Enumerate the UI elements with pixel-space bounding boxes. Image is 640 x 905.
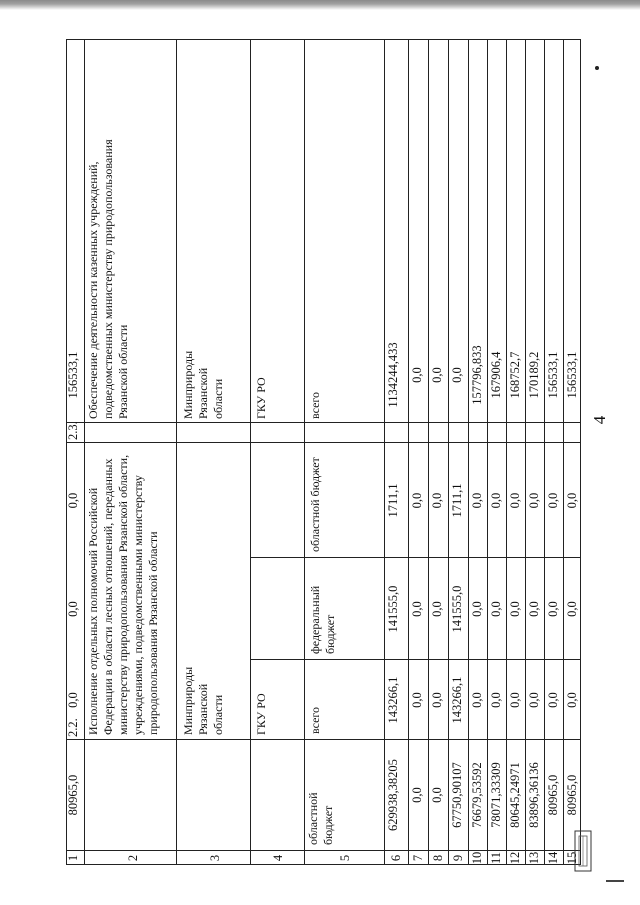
row-2-2-sub-1-val-11: 0,0 bbox=[489, 601, 503, 617]
row-2-2-recipient: ГКУ РО bbox=[254, 693, 268, 735]
scan-speck bbox=[595, 66, 599, 70]
row-2-3-val-13: 170189,2 bbox=[527, 351, 541, 399]
row-2-2-sub-1-val-6: 141555,0 bbox=[386, 585, 400, 633]
row-2-3-val-12: 168752,7 bbox=[508, 351, 522, 399]
row-2-2-sub-0-val-7: 0,0 bbox=[410, 692, 424, 708]
row-2-2-sub-1-label: федеральный бюджет bbox=[308, 585, 337, 654]
hdr-14: 14 bbox=[546, 851, 560, 865]
row-2-2-sub-0-val-8: 0,0 bbox=[430, 692, 444, 708]
row-2-3-val-7: 0,0 bbox=[410, 367, 424, 383]
hdr-3: 3 bbox=[208, 854, 222, 862]
row-2-2-sub-0-val-11: 0,0 bbox=[489, 692, 503, 708]
row-2-2-sub-0-val-13: 0,0 bbox=[527, 692, 541, 708]
registration-stamp-icon bbox=[572, 828, 594, 874]
row-2-3-label: всего bbox=[308, 391, 322, 419]
row-2-2-sub-1-val-14: 0,0 bbox=[546, 601, 560, 617]
row-2-3-val-10: 157796,833 bbox=[470, 345, 484, 405]
carry-val-15: 80965,0 bbox=[565, 774, 579, 816]
row-2-2-sub-0-val-10: 0,0 bbox=[470, 692, 484, 708]
row-2-2-sub-0-val-14: 0,0 bbox=[546, 692, 560, 708]
scan-edge bbox=[0, 0, 640, 10]
carry-val-11: 78071,33309 bbox=[489, 762, 503, 828]
col-line-1 bbox=[84, 39, 85, 865]
hdr-12: 12 bbox=[508, 851, 522, 865]
row-2-3-val-14: 156533,1 bbox=[546, 351, 560, 399]
row-2-3-val-15: 156533,1 bbox=[565, 351, 579, 399]
row-2-2-sub-2-val-13: 0,0 bbox=[527, 492, 541, 509]
row-2-3-val-9: 0,0 bbox=[450, 367, 464, 383]
hdr-1: 1 bbox=[66, 854, 80, 862]
row-2-2-sub-1-val-10: 0,0 bbox=[470, 601, 484, 617]
hdr-7: 7 bbox=[411, 854, 425, 862]
carry-val-12: 80645,24971 bbox=[508, 762, 522, 828]
carry-val-9: 67750,90107 bbox=[450, 762, 464, 828]
row-2-2-sub-1-val-8: 0,0 bbox=[430, 601, 444, 617]
row-2-3-val-16: 156533,1 bbox=[66, 351, 80, 399]
row-2-2-sub-0-val-15: 0,0 bbox=[565, 692, 579, 708]
row-2-3-executor: Минприроды Рязанской области bbox=[181, 350, 225, 419]
row-2-3-recipient: ГКУ РО bbox=[254, 377, 268, 419]
hdr-10: 10 bbox=[470, 851, 484, 865]
row-2-3-val-11: 167906,4 bbox=[489, 351, 503, 399]
row-2-2-sub-2-val-15: 0,0 bbox=[565, 492, 579, 509]
carry-val-8: 0,0 bbox=[430, 787, 444, 803]
row-2-2-sub-2-label: областной бюджет bbox=[308, 457, 322, 552]
row-2-3-val-6: 1134244,433 bbox=[386, 342, 400, 408]
col-line-2 bbox=[176, 39, 177, 865]
hdr-2: 2 bbox=[126, 854, 140, 862]
carry-val-10: 76679,53592 bbox=[470, 762, 484, 828]
hdr-4: 4 bbox=[271, 854, 285, 862]
hdr-8: 8 bbox=[431, 854, 445, 862]
page-number: 4 bbox=[590, 415, 609, 425]
row-2-2-sub-1-val-16: 0,0 bbox=[66, 601, 80, 617]
hdr-9: 9 bbox=[451, 854, 465, 862]
row-2-2-sub-1-val-7: 0,0 bbox=[410, 601, 424, 617]
row-2-2-sub-2-val-12: 0,0 bbox=[508, 492, 522, 509]
row-2-2-sub-1-val-12: 0,0 bbox=[508, 601, 522, 617]
carry-val-13: 83896,36136 bbox=[527, 762, 541, 828]
hdr-5: 5 bbox=[338, 854, 352, 862]
row-2-2-sub-2-val-14: 0,0 bbox=[546, 492, 560, 509]
row-2-2-sub-1-val-13: 0,0 bbox=[527, 601, 541, 617]
row-2-2-sub-1-val-9: 141555,0 bbox=[450, 585, 464, 633]
row-2-2-sub-1-val-15: 0,0 bbox=[565, 601, 579, 617]
row-2-2-sub-2-val-10: 0,0 bbox=[470, 492, 484, 509]
row-2-2-sub-2-val-11: 0,0 bbox=[489, 492, 503, 509]
row-2-2-sub-2-val-7: 0,0 bbox=[410, 492, 424, 509]
row-2-2-sub-0-val-9: 143266,1 bbox=[450, 676, 464, 724]
row-2-2-sub-2-val-6: 1711,1 bbox=[386, 483, 400, 518]
carry-val-7: 0,0 bbox=[410, 787, 424, 803]
row-2-2-num: 2.2. bbox=[66, 718, 80, 737]
row-2-2-sub-0-val-16: 0,0 bbox=[66, 692, 80, 708]
hdr-6: 6 bbox=[389, 854, 403, 862]
row-2-2-sub-2-val-8: 0,0 bbox=[430, 492, 444, 509]
row-2-2-sub-2-val-16: 0,0 bbox=[66, 492, 80, 509]
carry-val-16: 80965,0 bbox=[66, 774, 80, 816]
row-2-3-num: 2.3. bbox=[66, 421, 80, 440]
hdr-11: 11 bbox=[489, 851, 503, 865]
col-line-3 bbox=[250, 39, 251, 865]
hdr-15: 15 bbox=[565, 851, 579, 865]
hdr-13: 13 bbox=[527, 851, 541, 865]
row-2-2-sub-0-label: всего bbox=[308, 706, 322, 734]
col-line-4 bbox=[304, 39, 305, 865]
col-line-5 bbox=[384, 39, 385, 865]
row-2-2-sub-2-val-9: 1711,1 bbox=[450, 483, 464, 518]
row-2-2-sub-0-val-12: 0,0 bbox=[508, 692, 522, 708]
carry-val-6: 629938,38205 bbox=[386, 759, 400, 831]
row-2-3-name: Обеспечение деятельности казенных учреждений, подведомственных министерству природопользования Рязанской области bbox=[86, 139, 130, 419]
row-2-2-sub-0-val-6: 143266,1 bbox=[386, 676, 400, 724]
row-2-3-val-8: 0,0 bbox=[430, 367, 444, 383]
carry-val-14: 80965,0 bbox=[546, 774, 560, 816]
row-2-2-executor: Минприроды Рязанской области bbox=[181, 666, 225, 735]
row-2-2-name: Исполнение отдельных полномочий Российской Федерации в области лесных отношений, переданных министерству природопользования Рязанской области, учреждениями, подведомственными министерству природопользования Рязанской области bbox=[86, 454, 160, 735]
carry-col5: областной бюджет bbox=[306, 792, 335, 845]
budget-table bbox=[66, 39, 581, 865]
scan-mark bbox=[606, 880, 624, 882]
